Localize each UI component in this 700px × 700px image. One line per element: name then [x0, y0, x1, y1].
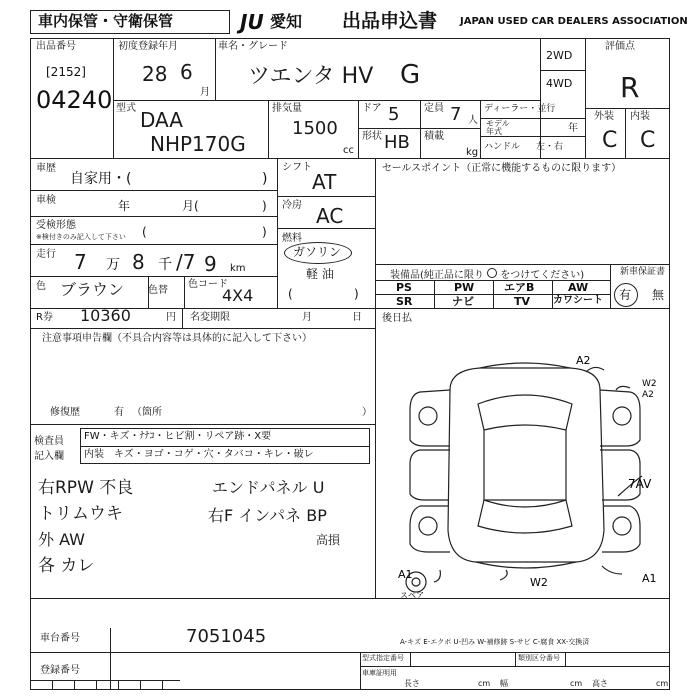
- fuel-gas: ガソリン: [293, 245, 342, 259]
- wid-unit: cm: [570, 679, 583, 688]
- handle-options: 左・右: [536, 142, 564, 152]
- mileage-rest2: 9: [204, 252, 217, 276]
- fuel-open: (: [288, 287, 293, 301]
- after-check-label: 後日払: [382, 313, 412, 324]
- len-label: 長さ: [404, 679, 420, 688]
- notes-label: 注意事項申告欄（不具合内容等は具体的に記入して下さい）: [42, 333, 312, 344]
- equipment-label: 装備品(純正品に限り をつけてください): [390, 270, 585, 281]
- fuel-diesel: 軽 油: [306, 267, 334, 281]
- shift-value: AT: [312, 170, 337, 194]
- year-suffix: 年: [568, 123, 578, 134]
- equip-tv: TV: [514, 295, 531, 308]
- seats-unit: 人: [468, 115, 478, 126]
- inspector-label: 検査員 記入欄: [34, 436, 64, 462]
- reg-month: 6: [180, 60, 193, 84]
- lot-number: 04240: [36, 86, 113, 114]
- hgt-unit: cm: [656, 679, 669, 688]
- equip-navi: ナビ: [452, 295, 474, 308]
- cat-label: 類別区分番号: [518, 654, 560, 662]
- shift-label: シフト: [282, 162, 312, 173]
- repair-note: （箇所: [132, 407, 162, 418]
- history-close: ): [262, 171, 268, 187]
- fuel-close: ): [354, 287, 359, 301]
- shape-label: 形状: [362, 131, 382, 142]
- recycle-unit: 円: [166, 312, 176, 323]
- car-grade: G: [400, 60, 421, 90]
- name-change-label: 名変期限: [190, 312, 230, 323]
- recycle-label: R券: [36, 312, 53, 323]
- drive-4wd: 4WD: [546, 77, 573, 90]
- name-change-month: 月: [302, 312, 312, 323]
- warranty-yes: 有: [619, 288, 632, 302]
- model-value-1: DAA: [140, 108, 183, 132]
- inspection-label: 車検: [36, 195, 56, 206]
- int-label: 内装: [630, 111, 650, 122]
- equip-sr: SR: [396, 295, 413, 308]
- ext-label: 外装: [594, 111, 614, 122]
- chassis-label: 車台番号: [40, 633, 80, 644]
- inspector-row1: FW・キズ・ﾅﾅｺ・ヒビ割・リペア跡・X要: [84, 431, 272, 442]
- color-value: ブラウン: [60, 280, 125, 299]
- color-code-label: 色コード: [188, 279, 228, 290]
- note-2: トリムウキ: [38, 504, 123, 524]
- damage-a2-top: A2: [576, 354, 591, 367]
- equip-pw: PW: [454, 281, 475, 294]
- inspection-year: 年: [118, 199, 131, 213]
- hgt-label: 高さ: [592, 679, 608, 688]
- mileage-rest: /7: [176, 250, 196, 274]
- chassis-number: 7051045: [186, 626, 267, 647]
- damage-w2-bottom: W2: [530, 576, 548, 589]
- equip-aw: AW: [568, 281, 589, 294]
- repair-value: 有: [114, 407, 124, 418]
- mileage-man-unit: 万: [106, 257, 120, 273]
- len-unit: cm: [478, 679, 491, 688]
- received-close: ): [262, 225, 267, 239]
- reg-year: 28: [142, 62, 168, 86]
- note-6: 右F インパネ BP: [208, 506, 327, 525]
- dealer-label: ディーラー・並行: [484, 104, 556, 114]
- spare-label: スペア: [400, 591, 424, 598]
- color-change-label: 色替: [148, 285, 168, 296]
- mileage-unit: km: [230, 263, 246, 274]
- mileage-man: 7: [74, 250, 87, 274]
- shape-value: HB: [384, 132, 410, 153]
- cert-label: 車庫証明用: [362, 669, 397, 677]
- car-name-label: 車名・グレード: [218, 41, 288, 52]
- damage-a-right: 7AV: [628, 477, 652, 491]
- engine-value: 1500: [292, 118, 338, 139]
- storage-badge-text: 車内保管・守衛保管: [38, 12, 174, 30]
- inspection-month: 月(: [182, 199, 199, 213]
- color-code: 4X4: [222, 286, 254, 305]
- ju-logo: JU: [240, 10, 264, 34]
- model-value-2: NHP170G: [150, 132, 246, 156]
- inspector-row2-label: 内装: [84, 449, 104, 460]
- engine-unit: cc: [343, 145, 354, 156]
- received-open: (: [142, 225, 147, 239]
- aircon-label: 冷房: [282, 200, 302, 211]
- damage-legend: A-キズ E-エクボ U-凹み W-補修跡 S-サビ C-腐食 XX-交換済: [400, 638, 590, 646]
- drive-2wd: 2WD: [546, 49, 573, 62]
- equip-leather: カワシート: [553, 295, 603, 306]
- reg-label: 初度登録年月: [118, 41, 178, 52]
- damage-w2-a2: W2: [642, 379, 657, 389]
- note-4: 各 カレ: [38, 556, 95, 576]
- car-name: ツエンタ HV: [248, 64, 374, 89]
- lot-sub: [2152]: [46, 65, 86, 79]
- association-name: JAPAN USED CAR DEALERS ASSOCIATION: [460, 16, 688, 27]
- repair-close: ）: [362, 407, 372, 418]
- mileage-sen: 8: [132, 250, 145, 274]
- inspection-close: ): [262, 199, 267, 213]
- received-note: ※検付きのみ記入して下さい: [36, 233, 126, 241]
- weight-label: 積載: [424, 131, 444, 142]
- seats-value: 7: [450, 104, 462, 125]
- rating-label: 評価点: [605, 41, 635, 52]
- warranty-no: 無: [652, 288, 665, 302]
- equip-airbag: エアB: [504, 281, 535, 294]
- rating-score: R: [620, 71, 640, 104]
- car-damage-diagram: [380, 330, 666, 598]
- mileage-sen-unit: 千: [158, 257, 172, 273]
- ext-rating: C: [602, 128, 618, 153]
- inspector-row2: キズ・ヨゴ・コゲ・穴・タバコ・キレ・破レ: [114, 449, 314, 460]
- name-change-day: 日: [352, 312, 362, 323]
- recycle-value: 10360: [80, 306, 131, 325]
- handle-label: ハンドル: [484, 142, 521, 152]
- color-label: 色: [36, 281, 46, 292]
- history-label: 車歴: [36, 163, 56, 174]
- note-7: 高損: [316, 533, 341, 547]
- reg-month-suffix: 月: [200, 87, 210, 98]
- damage-a1-right: A1: [642, 572, 657, 585]
- engine-label: 排気量: [272, 103, 302, 114]
- circle-icon: [487, 268, 497, 278]
- warranty-label: 新車保証書: [620, 267, 666, 277]
- repair-label: 修復歴: [50, 407, 80, 418]
- lot-label: 出品番号: [36, 41, 76, 52]
- wid-label: 幅: [500, 679, 508, 688]
- spec-label: 型式指定番号: [362, 654, 404, 662]
- reg-no-label: 登録番号: [40, 665, 80, 676]
- form-title: 出品申込書: [342, 10, 438, 32]
- note-3: 外 AW: [38, 530, 85, 549]
- note-1: 右RPW 不良: [38, 478, 134, 498]
- doors-label: ドア: [362, 103, 382, 114]
- damage-a1-left: A1: [398, 568, 413, 581]
- weight-unit: kg: [466, 147, 479, 158]
- selling-label: セールスポイント（正常に機能するものに限ります）: [382, 163, 622, 174]
- mileage-label: 走行: [36, 249, 56, 260]
- org-name: 愛知: [270, 12, 303, 31]
- doors-value: 5: [388, 104, 400, 125]
- int-rating: C: [640, 128, 656, 153]
- fuel-label: 燃料: [282, 233, 302, 244]
- damage-w2-a2b: A2: [642, 390, 654, 400]
- equip-ps: PS: [396, 281, 412, 294]
- note-5: エンドパネル U: [212, 478, 325, 497]
- received-label: 受検形態: [36, 220, 76, 231]
- history-value: 自家用・(: [70, 171, 132, 187]
- model-year-label: モデル 年式: [486, 119, 510, 136]
- seats-label: 定員: [424, 103, 444, 114]
- aircon-value: AC: [316, 204, 344, 228]
- model-label: 型式: [116, 103, 136, 114]
